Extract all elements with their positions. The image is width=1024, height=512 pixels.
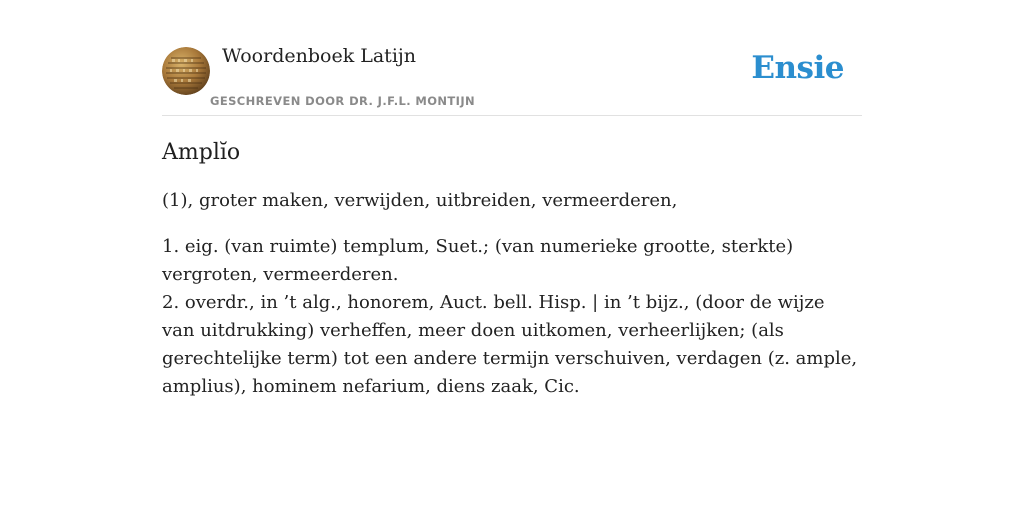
entry-title: Amplĭo — [162, 140, 241, 165]
coin-inscription-icon[interactable] — [162, 47, 210, 95]
brand-logo[interactable]: Ensie — [751, 50, 844, 86]
entry-summary: (1), groter maken, verwijden, uitbreiden, vermeerderen, — [162, 190, 678, 211]
definition-item: 2. overdr., in ’t alg., honorem, Auct. bell. Hisp. | in ’t bijz., (door de wijze van uitdrukking) verheffen, meer doen uitkomen, verheerlijken; (als gerechtelijke term) tot een andere termijn verschuiven, verdagen (z. ample, amplius), hominem nefarium, diens zaak, Cic. — [162, 292, 858, 397]
entry-definitions — [162, 233, 862, 401]
definition-item: 1. eig. (van ruimte) templum, Suet.; (van numerieke grootte, sterkte) vergroten, vermeerderen. — [162, 236, 794, 285]
site-header — [162, 40, 862, 116]
site-title[interactable]: Woordenboek Latijn — [222, 45, 417, 67]
page-container — [162, 40, 862, 401]
author-credit: GESCHREVEN DOOR DR. J.F.L. MONTIJN — [210, 94, 476, 108]
